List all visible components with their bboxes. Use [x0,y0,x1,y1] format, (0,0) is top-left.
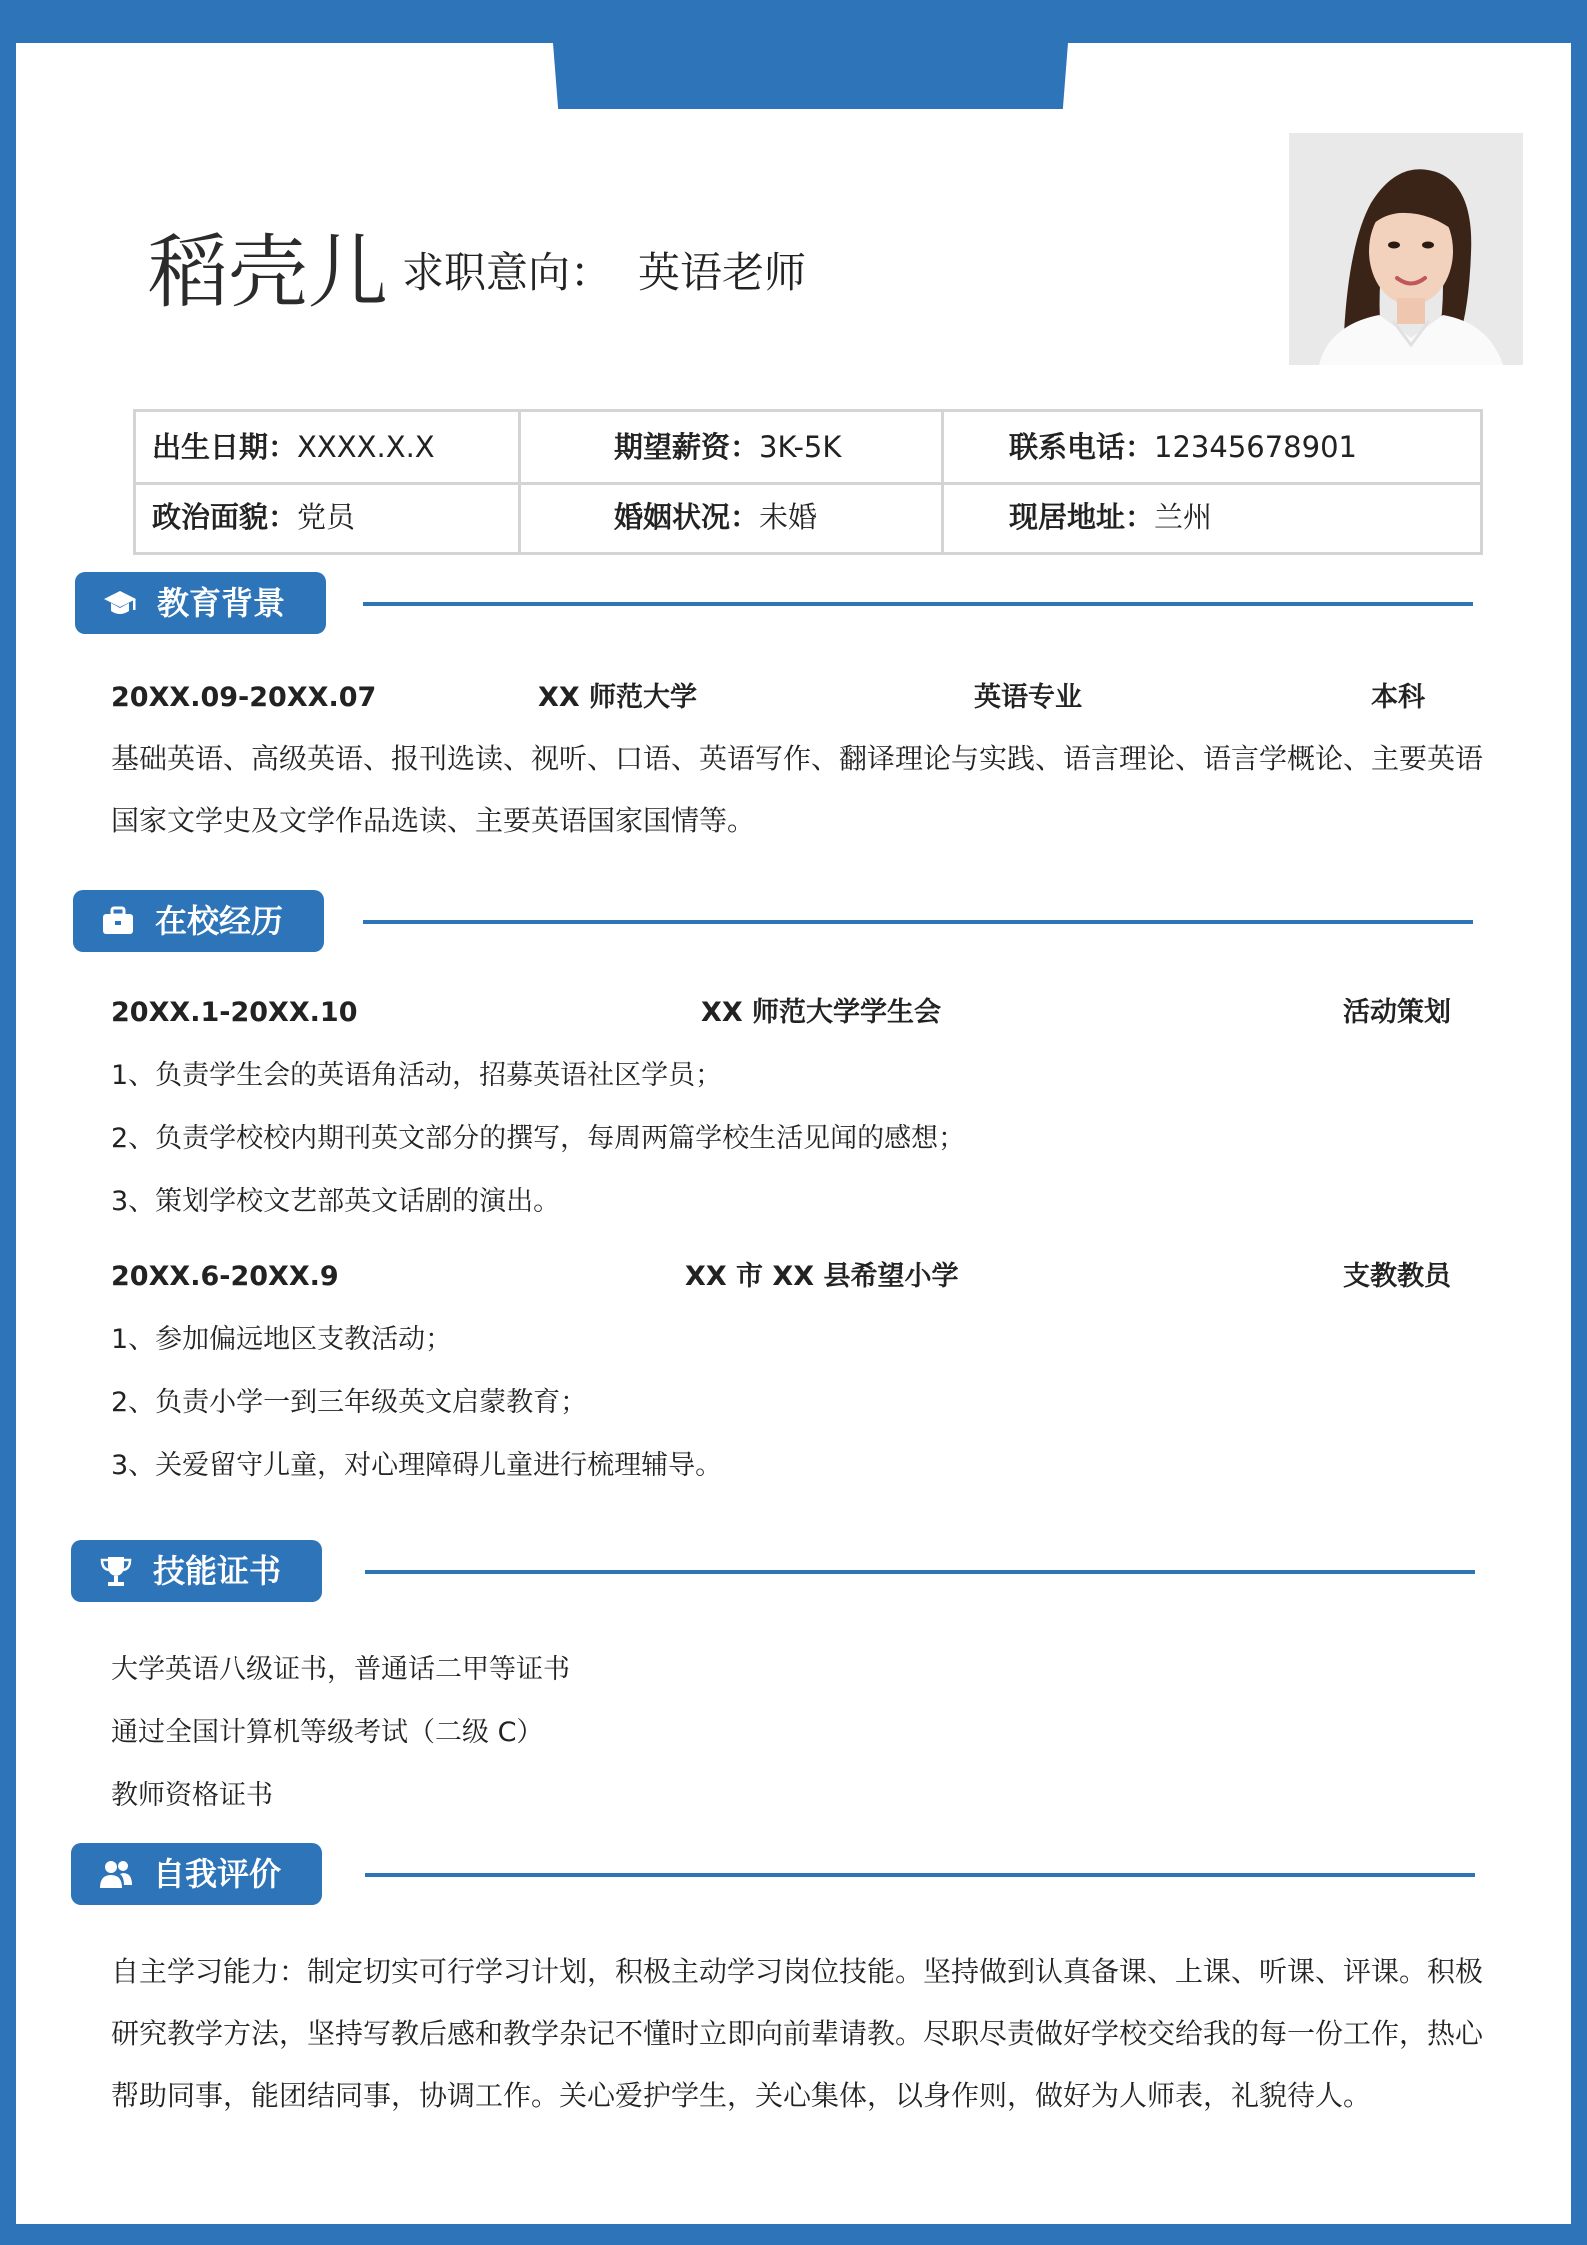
list-item: 教师资格证书 [111,1780,273,1811]
edu-degree: 本科 [1371,682,1425,713]
table-divider [941,412,944,552]
candidate-name: 稻壳儿 [148,226,388,319]
list-item: 1、参加偏远地区支教活动； [111,1324,453,1355]
info-cell-politics: 政治面貌：党员 [152,500,356,534]
list-item: 3、策划学校文艺部英文话剧的演出。 [111,1186,561,1217]
section-title: 技能证书 [153,1552,282,1590]
edu-major: 英语专业 [974,682,1082,713]
basic-info-table [133,409,1483,555]
edu-courses: 基础英语、高级英语、报刊选读、视听、口语、英语写作、翻译理论与实践、语言理论、语言学概论、主要英语国家文学史及文学作品选读、主要英语国家国情等。 [111,742,1484,837]
info-cell-birthdate: 出生日期：XXXX.X.X [152,430,435,464]
briefcase-icon [101,904,135,938]
exp-org: XX 市 XX 县希望小学 [685,1261,959,1292]
exp-period: 20XX.1-20XX.10 [111,997,358,1028]
info-row [136,482,1480,552]
job-intent-value: 英语老师 [638,248,807,297]
info-row [136,412,1480,485]
info-cell-phone: 联系电话：12345678901 [1009,430,1357,464]
section-title: 在校经历 [155,902,284,940]
section-divider [365,1570,1475,1574]
section-header-experience [73,890,324,952]
users-icon [99,1857,133,1891]
section-header-self-eval [71,1843,322,1905]
top-decoration [553,43,1068,109]
info-cell-salary: 期望薪资：3K-5K [614,430,842,464]
section-title: 自我评价 [153,1855,282,1893]
list-item: 大学英语八级证书，普通话二甲等证书 [111,1654,570,1685]
resume-page [16,43,1571,2224]
section-header-skills [71,1540,322,1602]
section-divider [363,920,1473,924]
list-item: 1、负责学生会的英语角活动，招募英语社区学员； [111,1060,723,1091]
exp-period: 20XX.6-20XX.9 [111,1261,339,1292]
list-item: 2、负责学校校内期刊英文部分的撰写，每周两篇学校生活见闻的感想； [111,1123,966,1154]
exp-role: 支教教员 [1343,1261,1451,1292]
graduation-cap-icon [103,586,137,620]
exp-role: 活动策划 [1343,997,1451,1028]
section-divider [365,1873,1475,1877]
list-item: 3、关爱留守儿童，对心理障碍儿童进行梳理辅导。 [111,1450,723,1481]
section-header-education [75,572,326,634]
table-divider [518,412,521,552]
edu-period: 20XX.09-20XX.07 [111,682,377,713]
list-item: 2、负责小学一到三年级英文启蒙教育； [111,1387,588,1418]
self-eval-text: 自主学习能力：制定切实可行学习计划，积极主动学习岗位技能。坚持做到认真备课、上课、听课、评课。积极研究教学方法，坚持写教后感和教学杂记不懂时立即向前辈请教。尽职尽责做好学校交给我的每一份工作，热心帮助同事，能团结同事，协调工作。关心爱护学生，关心集体，以身作则，做好为人师表，礼貌待人。 [111,1955,1484,2112]
section-divider [363,602,1473,606]
edu-school: XX 师范大学 [538,682,698,713]
list-item: 通过全国计算机等级考试（二级 C） [111,1717,544,1748]
job-intent-label: 求职意向： [402,248,613,297]
profile-photo [1289,133,1523,365]
trophy-icon [99,1554,133,1588]
section-title: 教育背景 [157,584,286,622]
exp-org: XX 师范大学学生会 [701,997,942,1028]
info-cell-address: 现居地址：兰州 [1009,500,1213,534]
info-cell-marital: 婚姻状况：未婚 [614,500,818,534]
